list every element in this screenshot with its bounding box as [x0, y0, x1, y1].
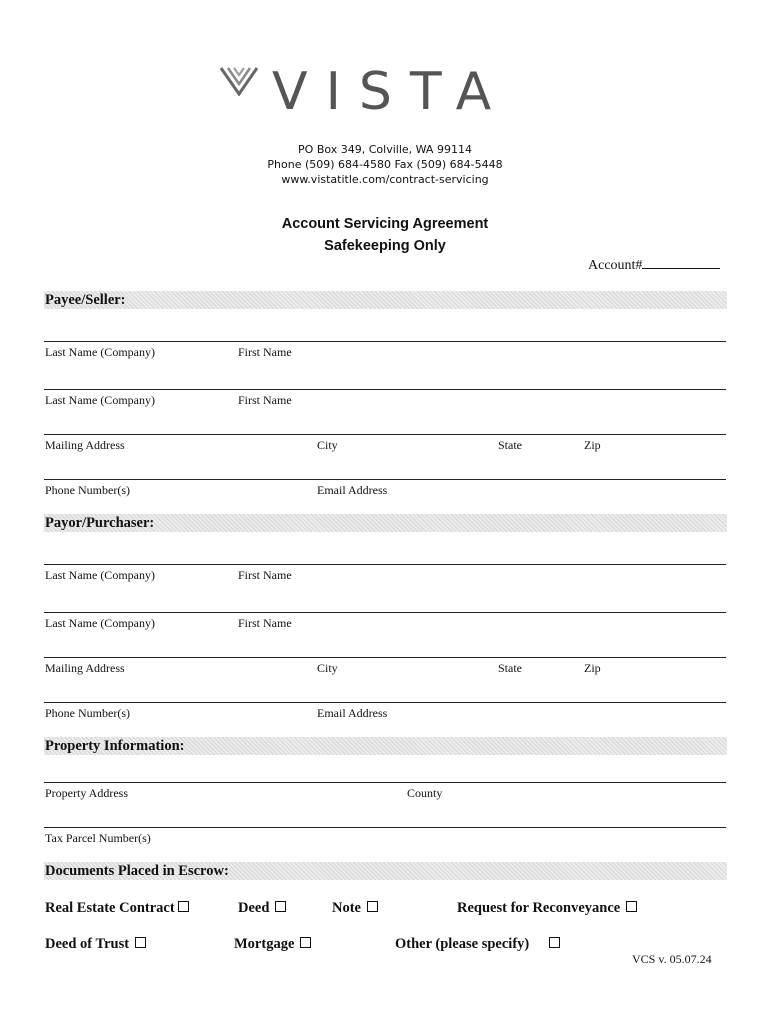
payor-first-name-label-1: First Name — [238, 568, 292, 582]
payee-last-name-label-2: Last Name (Company) — [45, 393, 155, 407]
section-documents-in-escrow: Documents Placed in Escrow: — [44, 862, 727, 880]
deed-of-trust-checkbox-icon[interactable] — [135, 937, 146, 948]
payor-phone-label: Phone Number(s) — [45, 706, 130, 720]
payor-name-line-1[interactable] — [44, 564, 726, 565]
website-line: www.vistatitle.com/contract-servicing — [281, 173, 489, 186]
checkbox-deed[interactable] — [238, 899, 286, 917]
payee-first-name-label-1: First Name — [238, 345, 292, 359]
reconveyance-checkbox-icon[interactable] — [626, 901, 637, 912]
payee-phone-label: Phone Number(s) — [45, 483, 130, 497]
payor-address-line[interactable] — [44, 657, 726, 658]
checkbox-deed-of-trust[interactable] — [45, 935, 146, 953]
vista-logo-mark-icon — [220, 66, 258, 96]
address-line: PO Box 349, Colville, WA 99114 — [298, 143, 472, 156]
payor-name-line-2[interactable] — [44, 612, 726, 613]
payee-phone-line[interactable] — [44, 479, 726, 480]
property-address-line[interactable] — [44, 782, 726, 783]
checkbox-note[interactable] — [332, 899, 378, 917]
reconveyance-label: Request for Reconveyance — [457, 900, 621, 916]
other-checkbox-icon[interactable] — [549, 937, 560, 948]
real-estate-contract-label: Real Estate Contract — [45, 900, 175, 916]
payee-mailing-address-label: Mailing Address — [45, 438, 125, 452]
section-payee-seller: Payee/Seller: — [44, 291, 727, 309]
payor-phone-line[interactable] — [44, 702, 726, 703]
checkbox-real-estate-contract[interactable] — [45, 899, 189, 917]
payee-name-line-2[interactable] — [44, 389, 726, 390]
checkbox-request-for-reconveyance[interactable] — [457, 899, 637, 917]
checkbox-other[interactable] — [395, 935, 560, 953]
property-county-label: County — [407, 786, 443, 800]
section-payor-purchaser: Payor/Purchaser: — [44, 514, 727, 532]
payor-email-label: Email Address — [317, 706, 388, 720]
payor-zip-label: Zip — [584, 661, 601, 675]
document-subtitle: Safekeeping Only — [324, 238, 446, 254]
tax-parcel-line[interactable] — [44, 827, 726, 828]
payee-last-name-label-1: Last Name (Company) — [45, 345, 155, 359]
version-label: VCS v. 05.07.24 — [632, 952, 712, 966]
note-checkbox-icon[interactable] — [367, 901, 378, 912]
payor-last-name-label-2: Last Name (Company) — [45, 616, 155, 630]
checkbox-mortgage[interactable] — [234, 935, 311, 953]
payor-city-label: City — [317, 661, 338, 675]
payor-mailing-address-label: Mailing Address — [45, 661, 125, 675]
account-label: Account# — [588, 258, 643, 273]
payee-city-label: City — [317, 438, 338, 452]
payor-state-label: State — [498, 661, 522, 675]
payee-zip-label: Zip — [584, 438, 601, 452]
payor-last-name-label-1: Last Name (Company) — [45, 568, 155, 582]
note-label: Note — [332, 900, 361, 916]
payee-address-line[interactable] — [44, 434, 726, 435]
deed-label: Deed — [238, 900, 270, 916]
deed-of-trust-label: Deed of Trust — [45, 936, 130, 952]
account-number-field[interactable] — [588, 256, 720, 274]
section-property-information: Property Information: — [44, 737, 727, 755]
account-blank-line[interactable] — [642, 256, 720, 269]
payee-email-label: Email Address — [317, 483, 388, 497]
real-estate-contract-checkbox-icon[interactable] — [178, 901, 189, 912]
payee-name-line-1[interactable] — [44, 341, 726, 342]
mortgage-checkbox-icon[interactable] — [300, 937, 311, 948]
tax-parcel-label: Tax Parcel Number(s) — [45, 831, 151, 845]
property-address-label: Property Address — [45, 786, 128, 800]
document-title: Account Servicing Agreement — [281, 216, 489, 232]
phone-fax-line: Phone (509) 684-4580 Fax (509) 684-5448 — [267, 158, 503, 171]
logo-text: VISTA — [272, 62, 510, 122]
mortgage-label: Mortgage — [234, 936, 295, 952]
payee-first-name-label-2: First Name — [238, 393, 292, 407]
payee-state-label: State — [498, 438, 522, 452]
other-label: Other (please specify) — [395, 936, 530, 952]
payor-first-name-label-2: First Name — [238, 616, 292, 630]
deed-checkbox-icon[interactable] — [275, 901, 286, 912]
